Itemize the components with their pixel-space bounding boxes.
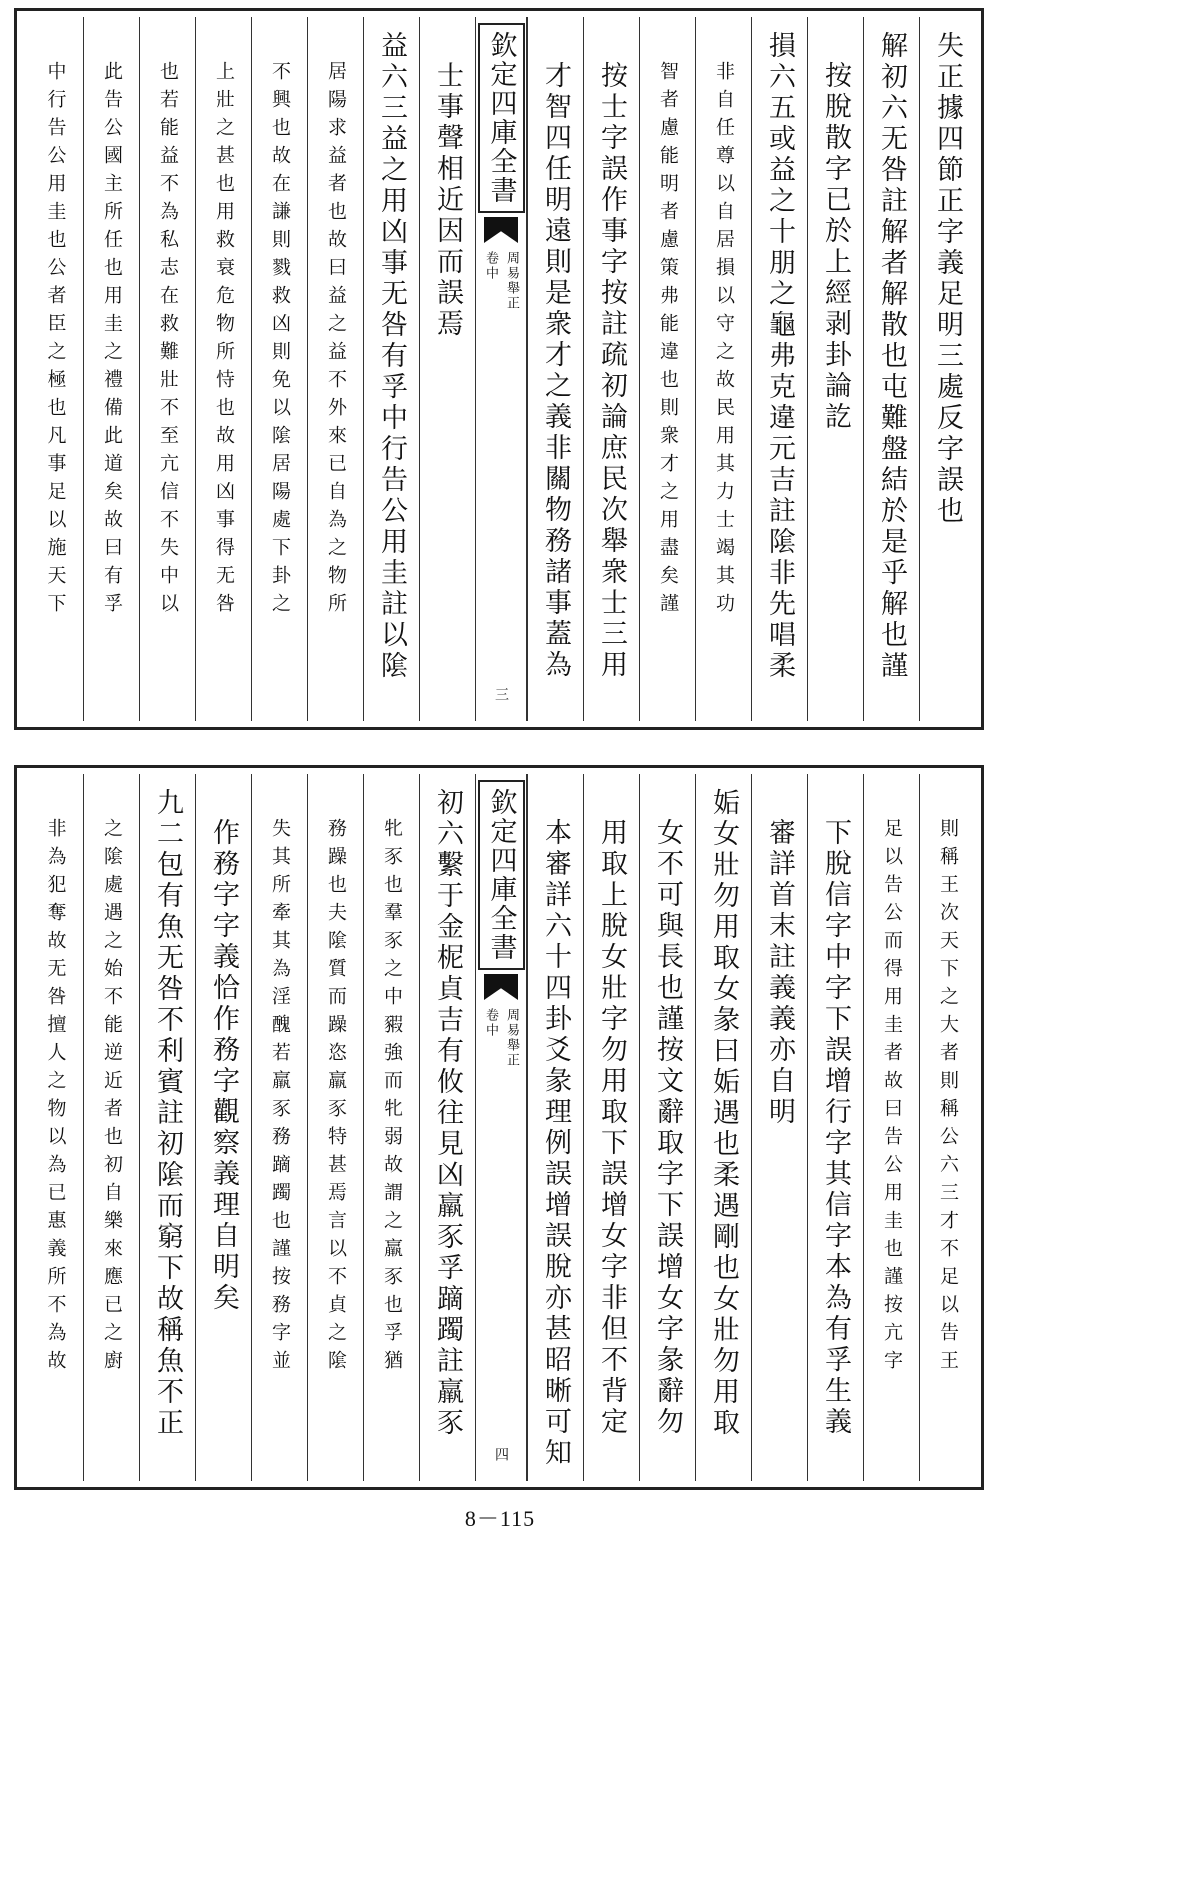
folio-number: 四 xyxy=(493,1447,509,1461)
lower-page-panel xyxy=(14,765,984,1490)
text-column xyxy=(83,774,139,1481)
column-text: 按士字誤作事字按註疏初論庶民次舉衆士三用 xyxy=(596,61,627,681)
text-column xyxy=(639,774,695,1481)
column-text: 用取上脫女壯字勿用取下誤增女字非但不背定 xyxy=(596,818,627,1438)
volume-label: 卷中 xyxy=(483,251,498,281)
collection-title: 欽定四庫全書 xyxy=(478,23,525,213)
column-text: 姤女壯勿用取女彖曰姤遇也柔遇剛也女壯勿用取 xyxy=(708,788,739,1439)
column-text: 之隂處遇之始不能逆近者也初自樂來應已之廚 xyxy=(101,818,123,1378)
collection-title: 欽定四庫全書 xyxy=(478,780,525,970)
text-column xyxy=(419,17,475,721)
text-column xyxy=(251,17,307,721)
column-text: 解初六无咎註解者解散也屯難盤結於是乎解也謹 xyxy=(876,31,907,682)
column-text: 女不可與長也謹按文辭取字下誤增女字彖辭勿 xyxy=(652,818,683,1438)
text-column xyxy=(639,17,695,721)
column-text: 下脫信字中字下誤增行字其信字本為有孚生義 xyxy=(820,818,851,1438)
column-text: 士事聲相近因而誤焉 xyxy=(432,61,463,340)
column-text: 上壯之甚也用救衰危物所恃也故用凶事得无咎 xyxy=(213,61,235,621)
fishtail-mark-icon xyxy=(484,217,518,243)
text-column xyxy=(807,17,863,721)
book-title: 周易舉正 xyxy=(504,1008,519,1068)
column-text: 失其所牽其為淫醜若羸豕務蹢躅也謹按務字並 xyxy=(269,818,291,1378)
book-info xyxy=(481,1008,521,1068)
column-text: 按脫散字已於上經剥卦論訖 xyxy=(820,61,851,433)
folio-number: 三 xyxy=(493,687,509,701)
text-column xyxy=(139,774,195,1481)
column-text: 則稱王次天下之大者則稱公六三才不足以告王 xyxy=(937,818,959,1378)
text-column xyxy=(139,17,195,721)
column-text: 初六繫于金柅貞吉有攸往見凶羸豕孚蹢躅註羸豕 xyxy=(432,788,463,1439)
text-column xyxy=(919,17,975,721)
column-text: 非為犯奪故无咎擅人之物以為已惠義所不為故 xyxy=(44,818,67,1378)
lower-page-columns xyxy=(23,774,975,1481)
text-column xyxy=(307,774,363,1481)
column-text: 務躁也夫隂質而躁恣羸豕特甚焉言以不貞之隂 xyxy=(325,818,347,1378)
text-column xyxy=(527,774,583,1481)
column-text: 牝豕也羣豕之中豭強而牝弱故謂之羸豕也孚猶 xyxy=(381,818,403,1378)
book-info xyxy=(481,251,521,311)
column-text: 非自任尊以自居損以守之故民用其力士竭其功 xyxy=(713,61,735,621)
text-column xyxy=(751,17,807,721)
column-text: 失正據四節正字義足明三處反字誤也 xyxy=(932,31,963,527)
column-text: 才智四任明遠則是衆才之義非關物務諸事蓋為 xyxy=(540,61,571,681)
text-column xyxy=(807,774,863,1481)
column-text: 審詳首末註義義亦自明 xyxy=(764,818,795,1128)
upper-page-columns xyxy=(23,17,975,721)
text-column xyxy=(419,774,475,1481)
column-text: 智者慮能明者慮策弗能違也則衆才之用盡矣謹 xyxy=(657,61,679,621)
center-fold-column xyxy=(475,774,527,1481)
column-text: 中行告公用圭也公者臣之極也凡事足以施天下 xyxy=(44,61,67,621)
text-column xyxy=(363,17,419,721)
text-column xyxy=(251,774,307,1481)
column-text: 不興也故在謙則戮救凶則免以隂居陽處下卦之 xyxy=(269,61,291,621)
text-column xyxy=(695,774,751,1481)
text-column xyxy=(751,774,807,1481)
page-number: 8－115 xyxy=(464,1506,536,1531)
fishtail-mark-icon xyxy=(484,974,518,1000)
column-text: 益六三益之用凶事无咎有孚中行告公用圭註以隂 xyxy=(376,31,407,682)
column-text: 也若能益不為私志在救難壯不至亢信不失中以 xyxy=(157,61,179,621)
column-text: 作務字字義恰作務字觀察義理自明矣 xyxy=(208,818,239,1314)
column-text: 足以告公而得用圭者故曰告公用圭也謹按亢字 xyxy=(881,818,903,1378)
text-column xyxy=(695,17,751,721)
text-column xyxy=(863,17,919,721)
book-title: 周易舉正 xyxy=(504,251,519,311)
text-column xyxy=(83,17,139,721)
text-column xyxy=(583,17,639,721)
column-text: 居陽求益者也故曰益之益不外來已自為之物所 xyxy=(325,61,347,621)
text-column xyxy=(307,17,363,721)
text-column xyxy=(363,774,419,1481)
text-column xyxy=(527,17,583,721)
column-text: 本審詳六十四卦爻彖理例誤增誤脫亦甚昭晰可知 xyxy=(540,818,571,1469)
center-fold-column xyxy=(475,17,527,721)
upper-page-panel xyxy=(14,8,984,730)
column-text: 損六五或益之十朋之龜弗克違元吉註隂非先唱柔 xyxy=(764,31,795,682)
text-column xyxy=(583,774,639,1481)
text-column xyxy=(863,774,919,1481)
text-column xyxy=(919,774,975,1481)
text-column xyxy=(27,17,83,721)
text-column xyxy=(195,774,251,1481)
volume-label: 卷中 xyxy=(483,1008,498,1038)
column-text: 此告公國主所任也用圭之禮備此道矣故曰有孚 xyxy=(101,61,123,621)
text-column xyxy=(195,17,251,721)
text-column xyxy=(27,774,83,1481)
column-text: 九二包有魚无咎不利賓註初隂而窮下故稱魚不正 xyxy=(152,788,183,1439)
